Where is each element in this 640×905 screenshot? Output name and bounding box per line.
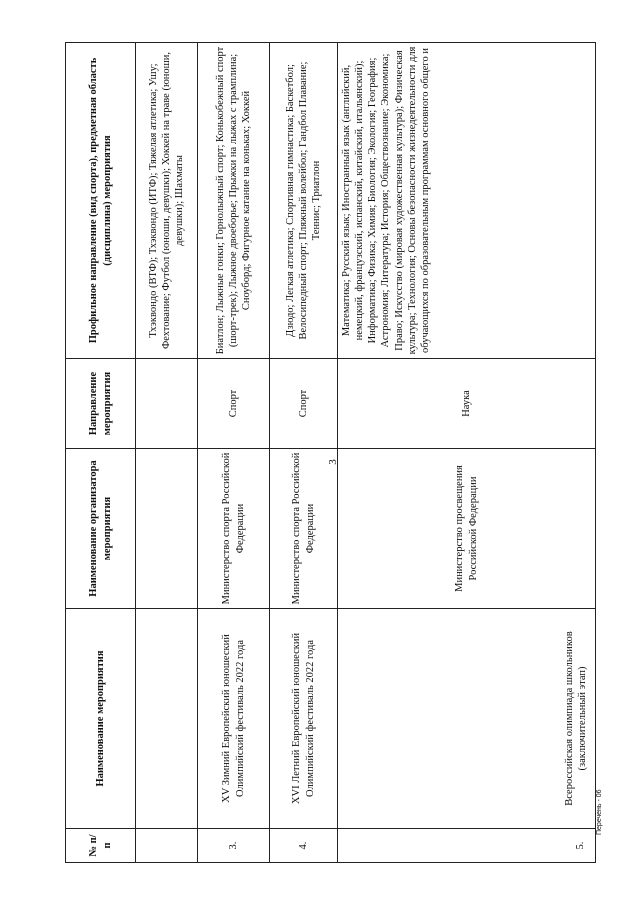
cell-name: XVI Летний Европейский юношеский Олимпийский фестиваль 2022 года [270, 609, 338, 829]
cell-organizer: Министерство просвещения Российской Федерации [338, 449, 596, 609]
cell-direction: Наука [338, 359, 596, 449]
cell-num: 4. [270, 829, 338, 863]
page-number: 3 [326, 459, 339, 465]
cell-num: 3. [198, 829, 270, 863]
cell-num [136, 829, 198, 863]
cell-direction: Спорт [198, 359, 270, 449]
header-name: Наименование мероприятия [66, 609, 136, 829]
cell-num: 5. [338, 829, 596, 863]
cell-name: Всероссийская олимпиада школьников (заключительный этап) [338, 609, 596, 829]
table-row [338, 43, 596, 863]
cell-profile: Биатлон; Лыжные гонки; Горнолыжный спорт; Конькобежный спорт (шорт-трек); Лыжное двоеборье; Прыжки на лыжах с трамплина; Сноуборд; Фигурное катание на коньках; Хоккей [198, 43, 270, 359]
cell-name: XV Зимний Европейский юношеский Олимпийский фестиваль 2022 года [198, 609, 270, 829]
cell-organizer [136, 449, 198, 609]
table-header-row [66, 43, 136, 863]
header-direction: Направление мероприятия [66, 359, 136, 449]
cell-direction [136, 359, 198, 449]
cell-profile: Математика; Русский язык; Иностранный язык (английский, немецкий, французский, испанский, китайский, итальянский); Информатика; Физика; Химия; Биология; Экология; География; Астрономия; Литература; История; Обществознание; Экономика; Право; Искусство (мировая художественная культура); Физическая культура; Технология; Основы безопасности жизнедеятельности для обучающихся по образовательным программам основного общего и [338, 43, 596, 359]
cell-profile: Дзюдо; Легкая атлетика; Спортивная гимнастика; Баскетбол; Велосипедный спорт; Пляжный волейбол; Гандбол Плавание; Теннис; Триатлон [270, 43, 338, 359]
cell-profile: Тхэквондо (ВТФ); Тхэквондо (ИТФ); Тяжелая атлетика; Ушу; Фехтование; Футбол (юноши, девушки); Хоккей на траве (юноши, девушки); Шахматы [136, 43, 198, 359]
table-row [136, 43, 198, 863]
header-num: № п/п [66, 829, 136, 863]
cell-organizer: Министерство спорта Российской Федерации [198, 449, 270, 609]
cell-direction: Спорт [270, 359, 338, 449]
table-row [270, 43, 338, 863]
header-profile: Профильное направление (вид спорта), предметная область (дисциплина) мероприятия [66, 43, 136, 359]
events-table [65, 42, 596, 863]
cell-organizer: Министерство спорта Российской Федерации [270, 449, 338, 609]
header-organizer: Наименование организатора мероприятия [66, 449, 136, 609]
table-row [198, 43, 270, 863]
cell-name [136, 609, 198, 829]
table-container [65, 43, 595, 863]
footer-note: Перечень - 06 [596, 789, 603, 835]
